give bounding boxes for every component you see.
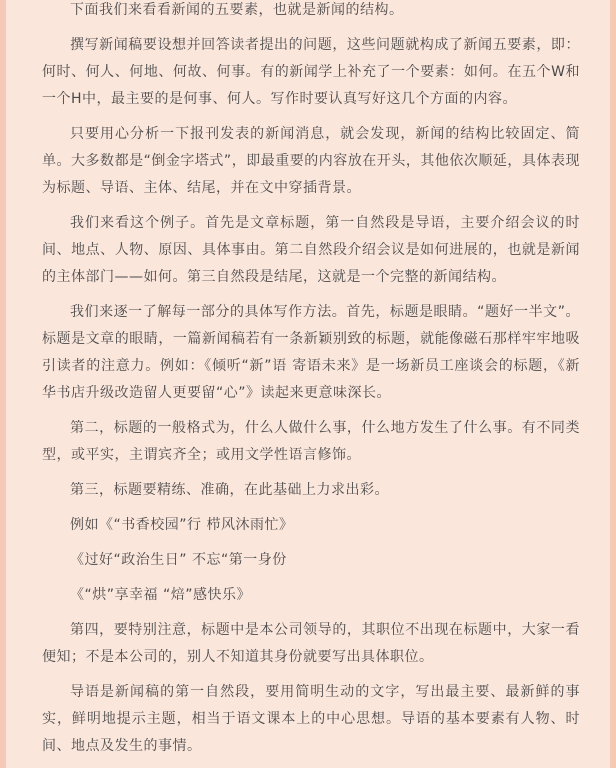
paragraph-title-concise: 第三，标题要精练、准确，在此基础上力求出彩。 — [70, 482, 389, 498]
paragraph-gap — [42, 113, 580, 121]
paragraph-title-format: 第二，标题的一般格式为，什么人做什么事，什么地方发生了什么事。有不同类型，或平实，主谓宾齐全；或用文学性语言修饰。 — [42, 420, 580, 463]
paragraph-example-title-1: 例如《“书香校园”行 栉风沐雨忙》 — [70, 517, 294, 533]
paragraph-gap — [42, 574, 580, 582]
paragraph-title-method: 我们来逐一了解每一部分的具体写作方法。首先，标题是眼睛。“题好一半文”。标题是文章的眼睛，一篇新闻稿若有一条新颖别致的标题，就能像磁石那样牢牢地吸引读者的注意力。例如：《倾听“新”语 寄语未来》是一场新员工座谈会的标题，《新华书店升级改造留人更要留“心”》读起来更意味深长。 — [42, 304, 580, 401]
paragraph-gap — [42, 504, 580, 512]
paragraph-gap — [42, 24, 580, 32]
paragraph-intro: 下面我们来看看新闻的五要素，也就是新闻的结构。 — [70, 2, 404, 18]
paragraph-example-title-3: 《“烘”享幸福 “焙”感快乐》 — [70, 587, 251, 603]
paragraph-example-title-2: 《过好“政治生日” 不忘“第一身份 — [70, 552, 287, 568]
paragraph-structure: 只要用心分析一下报刊发表的新闻消息，就会发现，新闻的结构比较固定、简单。大多数都是“倒金字塔式”，即最重要的内容放在开头，其他依次顺延，具体表现为标题、导语、主体、结尾，并在文中穿插背景。 — [42, 126, 580, 196]
paragraph-leader-title: 第四，要特别注意，标题中是本公司领导的，其职位不出现在标题中，大家一看便知；不是本公司的，别人不知道其身份就要写出具体职位。 — [42, 622, 580, 665]
paragraph-gap — [42, 671, 580, 679]
paragraph-example: 我们来看这个例子。首先是文章标题，第一自然段是导语，主要介绍会议的时间、地点、人物、原因、具体事由。第二自然段介绍会议是如何进展的，也就是新闻的主体部门——如何。第三自然段是结尾，这就是一个完整的新闻结构。 — [42, 215, 580, 285]
article-body — [42, 0, 580, 768]
paragraph-gap — [42, 202, 580, 210]
paragraph-gap — [42, 469, 580, 477]
paragraph-gap — [42, 539, 580, 547]
paragraph-five-elements: 撰写新闻稿要设想并回答读者提出的问题，这些问题就构成了新闻五要素，即：何时、何人、何地、何故、何事。有的新闻学上补充了一个要素：如何。在五个W和一个H中，最主要的是何事、何人。写作时要认真写好这几个方面的内容。 — [42, 37, 580, 107]
paragraph-gap — [42, 609, 580, 617]
paragraph-gap — [42, 291, 580, 299]
paragraph-lead: 导语是新闻稿的第一自然段，要用简明生动的文字，写出最主要、最新鲜的事实，鲜明地提示主题，相当于语文课本上的中心思想。导语的基本要素有人物、时间、地点及发生的事情。 — [42, 684, 580, 754]
paragraph-gap — [42, 407, 580, 415]
